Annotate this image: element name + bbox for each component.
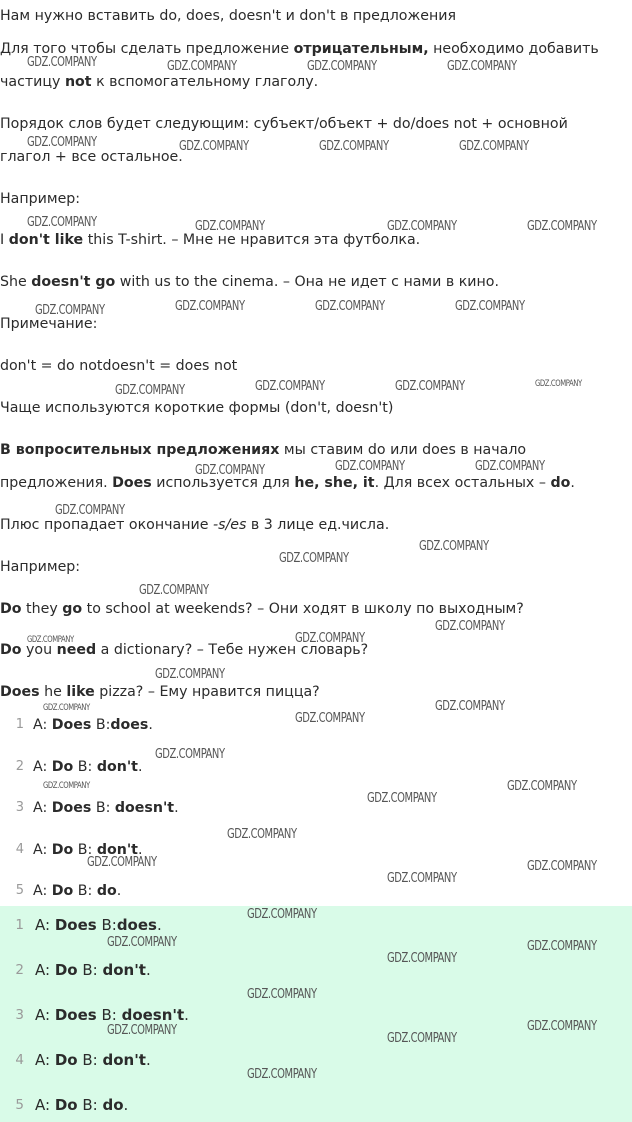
answer-number: 2 (15, 759, 24, 774)
text-fragment: a dictionary? – Тебе нужен словарь? (96, 642, 369, 658)
watermark-text: GDZ.COMPANY (195, 463, 265, 478)
text-fragment: используется для (151, 475, 295, 491)
word-order-line-1: Порядок слов будет следующим: субъект/объект + do/does not + основной (0, 116, 568, 132)
bold-term: Does (112, 475, 152, 491)
bold-term: В вопросительных предложениях (0, 442, 280, 458)
watermark-text: GDZ.COMPANY (139, 583, 209, 598)
watermark-text: GDZ.COMPANY (35, 303, 105, 318)
watermark-text: GDZ.COMPANY (247, 987, 317, 1002)
watermark-text: GDZ.COMPANY (195, 219, 265, 234)
bold-term: Do (0, 601, 22, 617)
watermark-text: GDZ.COMPANY (419, 539, 489, 554)
answer-number: 5 (15, 883, 24, 898)
watermark-text: GDZ.COMPANY (175, 299, 245, 314)
answer-number: 5 (15, 1097, 24, 1113)
example-sentence (0, 273, 499, 291)
question-rule-line-1 (0, 441, 526, 459)
text-fragment: pizza? – Ему нравится пицца? (94, 684, 320, 700)
watermark-text: GDZ.COMPANY (27, 635, 74, 645)
answer-text: A: Do B: do. (33, 883, 122, 899)
watermark-text: GDZ.COMPANY (115, 383, 185, 398)
watermark-text: GDZ.COMPANY (27, 215, 97, 230)
answer-number: 1 (15, 917, 24, 933)
watermark-text: GDZ.COMPANY (387, 951, 457, 966)
text-fragment: you (21, 642, 57, 658)
text-fragment: with us to the cinema. – Она не идет с нами в кино. (115, 274, 499, 290)
text-fragment: в 3 лице ед.числа. (246, 517, 390, 533)
question-rule-line-2 (0, 474, 575, 492)
watermark-text: GDZ.COMPANY (475, 459, 545, 474)
watermark-text: GDZ.COMPANY (43, 703, 90, 713)
watermark-text: GDZ.COMPANY (435, 699, 505, 714)
question-example (0, 683, 320, 701)
page-title: Нам нужно вставить do, does, doesn't и don't в предложения (0, 8, 456, 24)
answer-text: A: Do B: don't. (33, 759, 143, 775)
text-fragment: . (570, 475, 575, 491)
watermark-text: GDZ.COMPANY (459, 139, 529, 154)
italic-term: -s/es (212, 517, 247, 533)
watermark-text: GDZ.COMPANY (227, 827, 297, 842)
answer-text: A: Do B: don't. (35, 961, 151, 979)
answer-text: A: Does B: doesn't. (33, 800, 179, 816)
text-fragment: необходимо добавить (428, 41, 599, 57)
watermark-text: GDZ.COMPANY (335, 459, 405, 474)
text-fragment: I (0, 232, 9, 248)
text-fragment: this T-shirt. – Мне не нравится эта футболка. (83, 232, 421, 248)
watermark-text: GDZ.COMPANY (179, 139, 249, 154)
watermark-text: GDZ.COMPANY (435, 619, 505, 634)
text-fragment: Для того чтобы сделать предложение (0, 41, 294, 57)
text-fragment: к вспомогательному глаголу. (91, 74, 319, 90)
answer-number: 4 (15, 1052, 24, 1068)
answer-text: A: Does B:does. (35, 916, 162, 934)
watermark-text: GDZ.COMPANY (535, 379, 582, 389)
watermark-text: GDZ.COMPANY (527, 939, 597, 954)
word-order-line-2: глагол + все остальное. (0, 149, 183, 165)
bold-term: not (64, 74, 92, 90)
watermark-text: GDZ.COMPANY (507, 779, 577, 794)
watermark-text: GDZ.COMPANY (255, 379, 325, 394)
answer-text: A: Does B:does. (33, 717, 153, 733)
watermark-text: GDZ.COMPANY (319, 139, 389, 154)
watermark-text: GDZ.COMPANY (295, 631, 365, 646)
bold-term: he, she, it (294, 475, 375, 491)
watermark-text: GDZ.COMPANY (527, 859, 597, 874)
watermark-text: GDZ.COMPANY (527, 219, 597, 234)
watermark-text: GDZ.COMPANY (295, 711, 365, 726)
answer-text: A: Do B: don't. (35, 1051, 151, 1069)
watermark-text: GDZ.COMPANY (27, 135, 97, 150)
bold-term: отрицательным, (293, 41, 429, 57)
watermark-text: GDZ.COMPANY (43, 781, 90, 791)
watermark-text: GDZ.COMPANY (27, 55, 97, 70)
watermark-text: GDZ.COMPANY (307, 59, 377, 74)
watermark-text: GDZ.COMPANY (155, 747, 225, 762)
text-fragment: мы ставим do или does в начало (279, 442, 527, 458)
short-forms-text: Чаще используются короткие формы (don't, doesn't) (0, 400, 394, 416)
watermark-text: GDZ.COMPANY (387, 871, 457, 886)
watermark-text: GDZ.COMPANY (279, 551, 349, 566)
watermark-text: GDZ.COMPANY (87, 855, 157, 870)
answer-text: A: Does B: doesn't. (35, 1006, 189, 1024)
watermark-text: GDZ.COMPANY (107, 935, 177, 950)
bold-term: need (56, 642, 97, 658)
note-label: Примечание: (0, 316, 98, 332)
answer-number: 2 (15, 962, 24, 978)
text-fragment: частицу (0, 74, 65, 90)
question-example (0, 600, 524, 618)
example-label: Например: (0, 559, 81, 575)
text-fragment: to school at weekends? – Они ходят в школу по выходным? (82, 601, 524, 617)
bold-term: Do (0, 642, 22, 658)
ending-rule (0, 516, 389, 534)
text-fragment: . Для всех остальных – (374, 475, 551, 491)
answer-number: 4 (15, 842, 24, 857)
text-fragment: Плюс пропадает окончание (0, 517, 213, 533)
watermark-text: GDZ.COMPANY (447, 59, 517, 74)
answer-text: A: Do B: don't. (33, 842, 143, 858)
watermark-text: GDZ.COMPANY (367, 791, 437, 806)
watermark-text: GDZ.COMPANY (387, 1031, 457, 1046)
bold-term: do (550, 475, 571, 491)
bold-term: don't like (8, 232, 84, 248)
bold-term: doesn't go (31, 274, 116, 290)
text-fragment: предложения. (0, 475, 113, 491)
watermark-text: GDZ.COMPANY (155, 667, 225, 682)
watermark-text: GDZ.COMPANY (395, 379, 465, 394)
text-fragment: he (39, 684, 67, 700)
bold-term: like (66, 684, 95, 700)
text-fragment: She (0, 274, 32, 290)
watermark-text: GDZ.COMPANY (387, 219, 457, 234)
watermark-text: GDZ.COMPANY (527, 1019, 597, 1034)
watermark-text: GDZ.COMPANY (167, 59, 237, 74)
text-fragment: they (21, 601, 63, 617)
answer-number: 3 (15, 1007, 24, 1023)
answer-number: 3 (15, 800, 24, 815)
watermark-text: GDZ.COMPANY (247, 907, 317, 922)
note-text: don't = do notdoesn't = does not (0, 358, 238, 374)
answer-text: A: Do B: do. (35, 1096, 129, 1114)
watermark-text: GDZ.COMPANY (107, 1023, 177, 1038)
bold-term: go (62, 601, 83, 617)
watermark-text: GDZ.COMPANY (455, 299, 525, 314)
example-label: Например: (0, 191, 81, 207)
watermark-text: GDZ.COMPANY (247, 1067, 317, 1082)
bold-term: Does (0, 684, 40, 700)
watermark-text: GDZ.COMPANY (55, 503, 125, 518)
watermark-text: GDZ.COMPANY (315, 299, 385, 314)
answer-number: 1 (15, 717, 24, 732)
negative-rule-line-2 (0, 73, 318, 91)
